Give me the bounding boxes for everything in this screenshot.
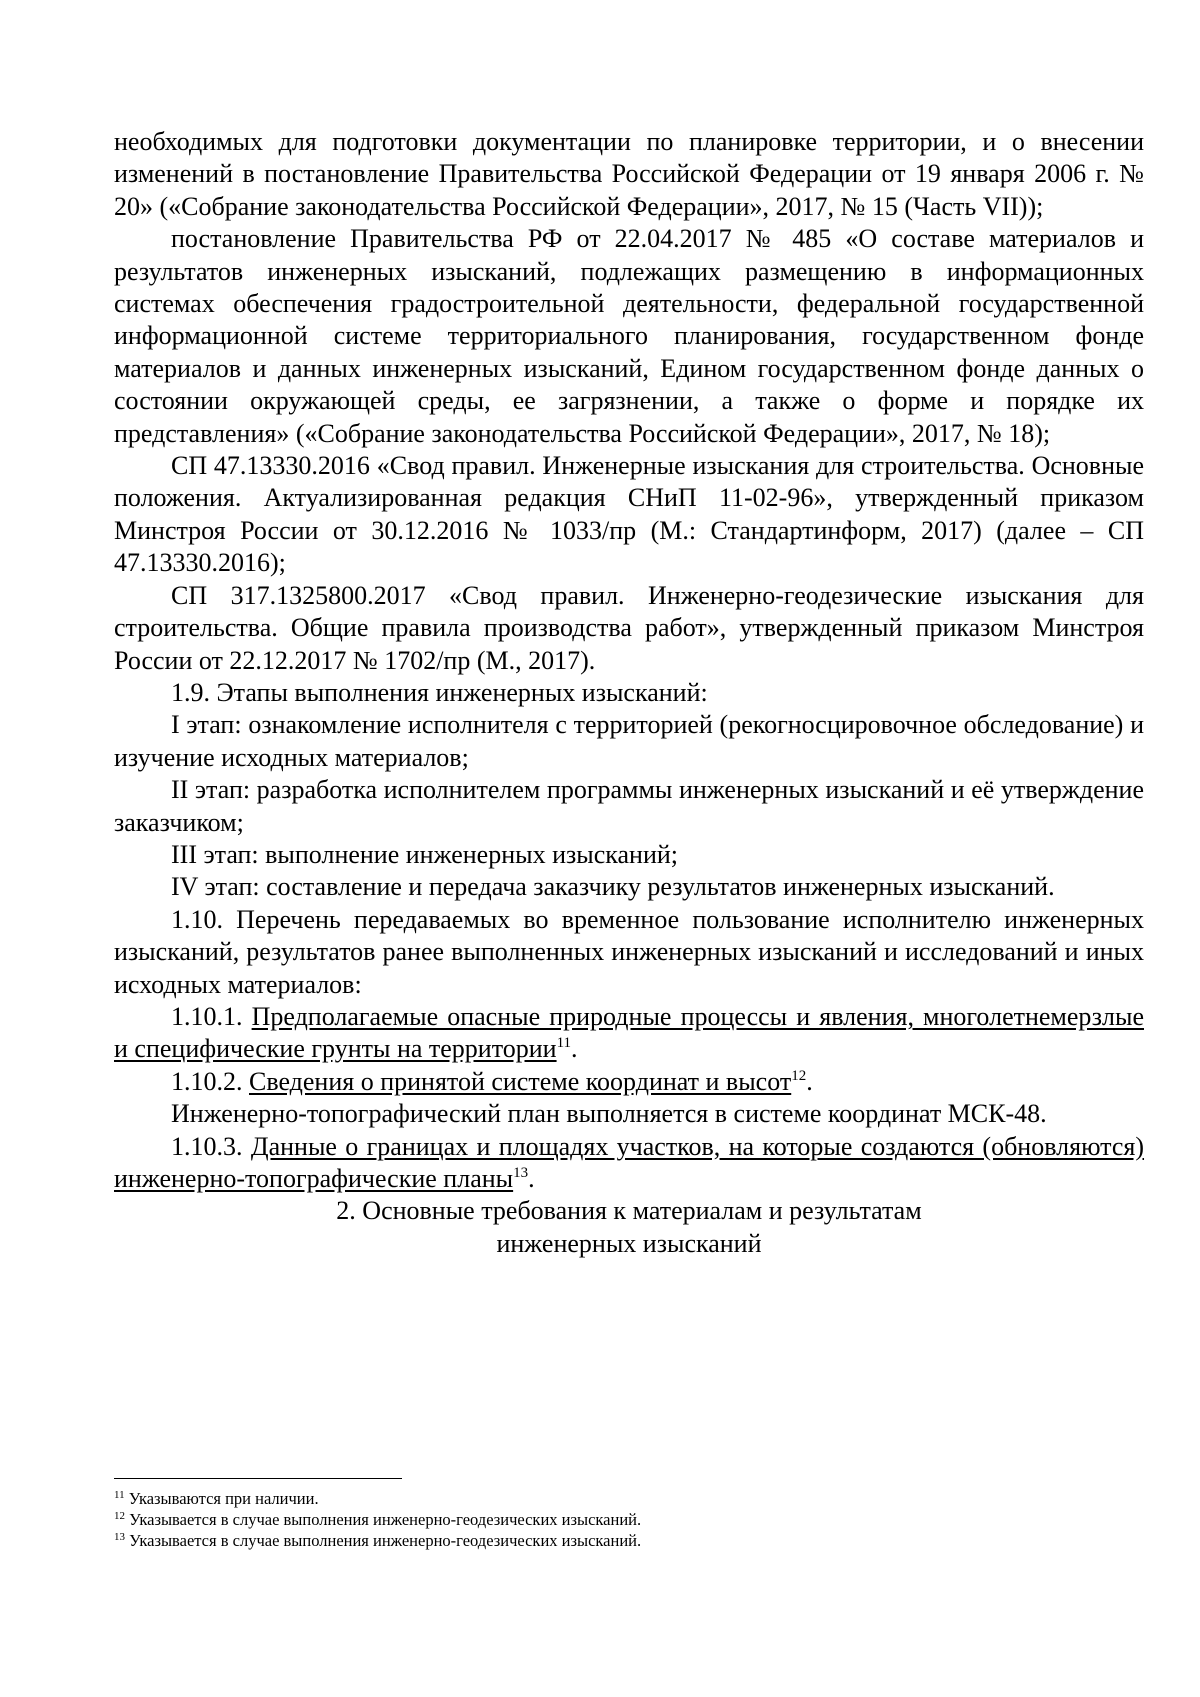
footnote-13 (114, 1530, 1144, 1551)
paragraph-sp-317: СП 317.1325800.2017 «Свод правил. Инженерно-геодезические изыскания для строительства. Общие правила производства работ», утвержденный приказом Минстроя России от 22.12.2017 № 1702/пр (М., 2017). (114, 580, 1144, 675)
underlined-text: Сведения о принятой системе координат и высот (249, 1066, 792, 1096)
paragraph-stage-2: II этап: разработка исполнителем программы инженерных изысканий и её утверждение заказчиком; (114, 775, 1144, 837)
paragraph-stage-1: I этап: ознакомление исполнителя с территорией (рекогносцировочное обследование) и изучение исходных материалов; (114, 710, 1144, 772)
footnote-text: Указываются при наличии. (124, 1489, 319, 1508)
underlined-text: Данные о границах и площадях участков, на которые создаются (обновляются) инженерно-топографические планы (114, 1131, 1145, 1193)
footnote-text: Указывается в случае выполнения инженерно-геодезических изысканий. (125, 1510, 642, 1529)
item-end: . (806, 1066, 813, 1096)
underlined-text: Предполагаемые опасные природные процессы и явления, многолетнемерзлые и специфические грунты на территории (114, 1001, 1144, 1064)
footnotes (114, 1488, 1144, 1551)
footnote-ref: 11 (556, 1035, 572, 1052)
footnote-text: Указывается в случае выполнения инженерно-геодезических изысканий. (125, 1531, 642, 1550)
paragraph-continuation: необходимых для подготовки документации по планировке территории, и о внесении изменений в постановление Правительства Российской Федерации от 19 января 2006 г. № 20» («Собрание законодательства Российской Федерации», 2017, № 15 (Часть VII)); (114, 127, 1144, 221)
footnote-number: 12 (114, 1510, 125, 1522)
section-heading (114, 1195, 1144, 1260)
document-body (114, 126, 1144, 1260)
item-number: 1.10.2. (171, 1066, 249, 1096)
item-number: 1.10.1. (171, 1001, 252, 1031)
paragraph-stage-4: IV этап: составление и передача заказчику результатов инженерных изысканий. (171, 872, 1055, 902)
paragraph-sp-47: СП 47.13330.2016 «Свод правил. Инженерные изыскания для строительства. Основные положения. Актуализированная редакция СНиП 11-02-96», утвержденный приказом Минстроя России от 30.12.2016 № 1033/пр (М.: Стандартинформ, 2017) (далее – СП 47.13330.2016); (114, 451, 1144, 578)
paragraph-1-10: 1.10. Перечень передаваемых во временное пользование исполнителю инженерных изысканий, результатов ранее выполненных инженерных изысканий и исследований и иных исходных материалов: (114, 904, 1144, 999)
item-end: . (528, 1164, 535, 1193)
footnote-ref: 12 (791, 1067, 807, 1084)
section-heading-line-2: инженерных изысканий (496, 1228, 762, 1258)
footnote-ref: 13 (513, 1165, 529, 1181)
item-number: 1.10.3. (171, 1131, 251, 1161)
section-heading-line-1: 2. Основные требования к материалам и результатам (336, 1196, 922, 1226)
paragraph-1-10-3 (114, 1131, 1144, 1196)
footnote-12 (114, 1509, 1144, 1530)
paragraph-1-10-1 (114, 1001, 1144, 1066)
paragraph-government-decree: постановление Правительства РФ от 22.04.2017 № 485 «О составе материалов и результатов инженерных изысканий, подлежащих размещению в информационных системах обеспечения градостроительной деятельности, федеральной государственной информационной системе территориального планирования, государственном фонде материалов и данных инженерных изысканий, Едином государственном фонде данных о состоянии окружающей среды, ее загрязнении, а также о форме и порядке их представления» («Собрание законодательства Российской Федерации», 2017, № 18); (114, 224, 1144, 448)
paragraph-coordinate-system: Инженерно-топографический план выполняется в системе координат МСК-48. (171, 1099, 1047, 1129)
item-end: . (571, 1034, 578, 1064)
footnote-number: 13 (114, 1531, 125, 1543)
footnote-11 (114, 1488, 1144, 1509)
paragraph-1-9: 1.9. Этапы выполнения инженерных изысканий: (171, 677, 708, 707)
paragraph-stage-3: III этап: выполнение инженерных изысканий; (171, 839, 679, 869)
footnote-number: 11 (114, 1489, 125, 1501)
paragraph-1-10-2 (114, 1066, 1144, 1098)
footnote-separator (114, 1478, 402, 1479)
